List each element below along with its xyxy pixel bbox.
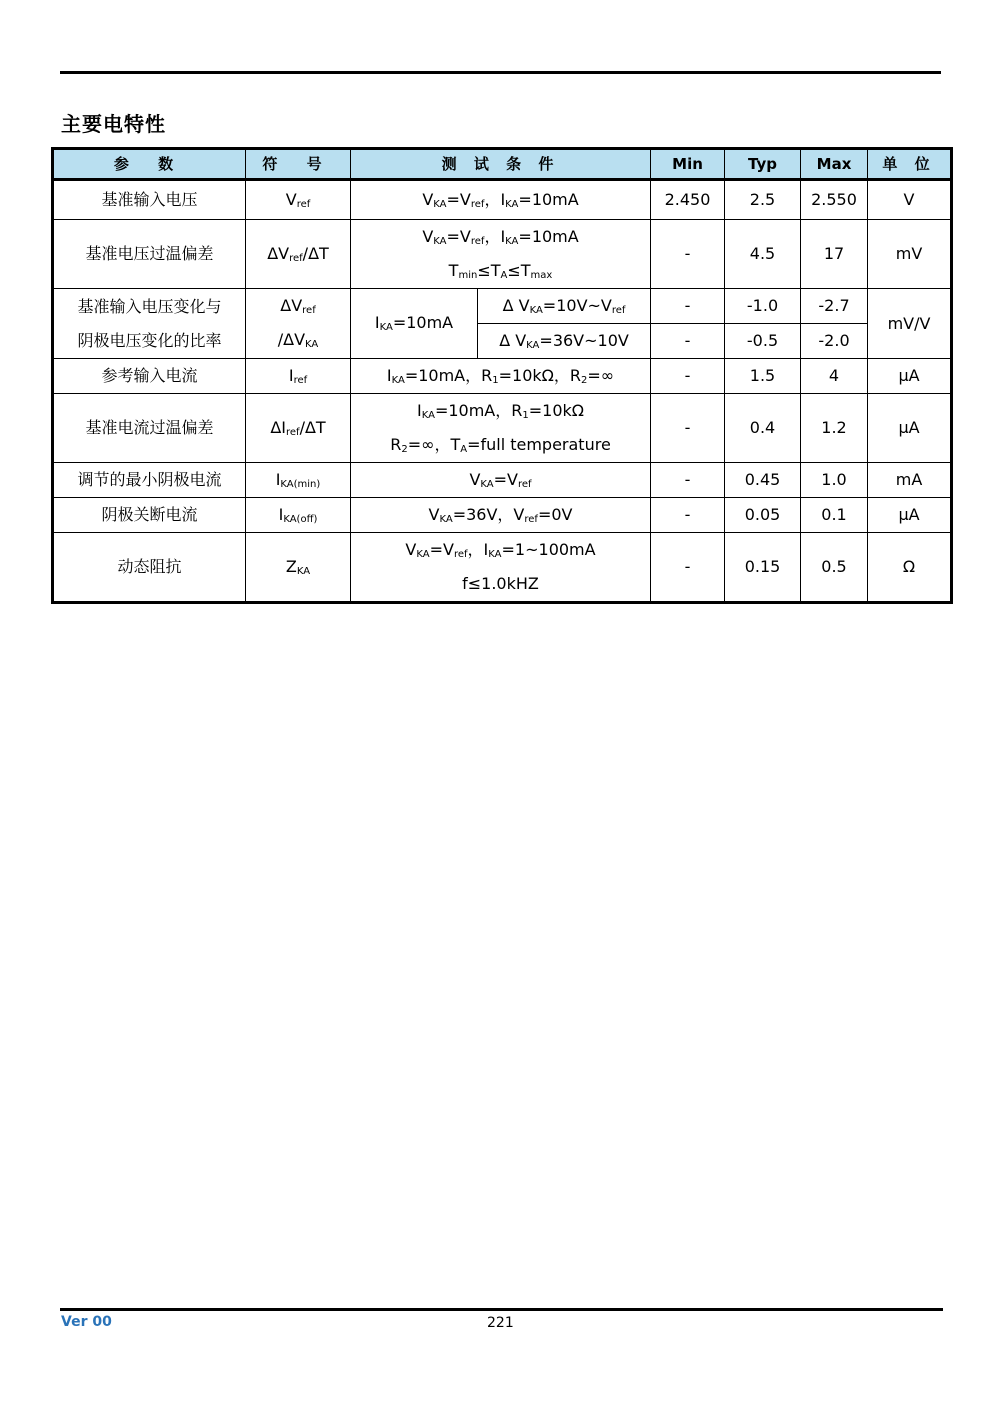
unit-cell: Ω	[868, 533, 952, 603]
unit-cell: mV/V	[868, 289, 952, 359]
symbol-cell: $I_{KA(min)}$	[246, 463, 351, 498]
typ-cell: -1.0	[725, 289, 801, 324]
table-row	[53, 463, 952, 498]
max-cell: -2.0	[801, 324, 868, 359]
condition-line-1: $V_{KA}=V_{ref}$，$I_{KA}=1\sim 100mA$	[405, 540, 596, 561]
max-cell: 17	[801, 220, 868, 289]
min-cell: -	[651, 533, 725, 603]
param-cell: 基准电压过温偏差	[53, 220, 246, 289]
electrical-characteristics-table	[51, 147, 953, 604]
min-cell: -	[651, 289, 725, 324]
unit-cell: mA	[868, 463, 952, 498]
footer-version: Ver 00	[61, 1314, 112, 1330]
param-cell: 基准电流过温偏差	[53, 394, 246, 463]
typ-cell: 0.05	[725, 498, 801, 533]
table-row	[53, 359, 952, 394]
unit-cell: μA	[868, 394, 952, 463]
max-cell: 0.1	[801, 498, 868, 533]
bottom-rule	[60, 1308, 943, 1311]
typ-cell: 4.5	[725, 220, 801, 289]
table-row	[53, 533, 952, 603]
param-cell-line-1: 基准输入电压变化与	[53, 289, 246, 324]
unit-cell: V	[868, 180, 952, 220]
max-cell: -2.7	[801, 289, 868, 324]
header-symbol: 符 号	[246, 149, 351, 180]
condition-cell: $V_{KA}=36V$，$V_{ref}=0V$	[351, 498, 651, 533]
condition-cell: $V_{KA}=V_{ref}$，$I_{KA}=10mA$	[351, 180, 651, 220]
symbol-cell-line-2: $/\Delta V_{KA}$	[246, 324, 351, 359]
typ-cell: 1.5	[725, 359, 801, 394]
symbol-cell: $V_{ref}$	[246, 180, 351, 220]
max-cell: 2.550	[801, 180, 868, 220]
param-cell: 参考输入电流	[53, 359, 246, 394]
max-cell: 1.2	[801, 394, 868, 463]
min-cell: -	[651, 463, 725, 498]
symbol-cell: $I_{KA(off)}$	[246, 498, 351, 533]
condition-cell: Δ $V_{KA}=10V\sim V_{ref}$	[478, 289, 651, 324]
symbol-cell: $\Delta V_{ref}/\Delta T$	[246, 220, 351, 289]
page-number: 221	[487, 1315, 514, 1331]
max-cell: 0.5	[801, 533, 868, 603]
header-max: Max	[801, 149, 868, 180]
table-row	[53, 180, 952, 220]
typ-cell: -0.5	[725, 324, 801, 359]
condition-cell-shared: $I_{KA}=10mA$	[351, 289, 478, 359]
condition-line-2: f≤1.0kHZ	[462, 574, 539, 594]
min-cell: -	[651, 359, 725, 394]
min-cell: -	[651, 324, 725, 359]
condition-cell	[351, 394, 651, 463]
table-row	[53, 220, 952, 289]
condition-line-2: $R_2=\infty$，$T_A=full$ temperature	[390, 434, 611, 455]
typ-cell: 2.5	[725, 180, 801, 220]
condition-cell: Δ $V_{KA}=36V\sim 10V$	[478, 324, 651, 359]
section-title: 主要电特性	[61, 112, 166, 136]
param-cell: 基准输入电压	[53, 180, 246, 220]
symbol-cell: $I_{ref}$	[246, 359, 351, 394]
param-cell: 调节的最小阴极电流	[53, 463, 246, 498]
min-cell: -	[651, 220, 725, 289]
typ-cell: 0.4	[725, 394, 801, 463]
condition-cell: $V_{KA}=V_{ref}$	[351, 463, 651, 498]
header-param: 参 数	[53, 149, 246, 180]
unit-cell: μA	[868, 498, 952, 533]
param-cell: 动态阻抗	[53, 533, 246, 603]
table-row	[53, 289, 952, 324]
table-row	[53, 324, 952, 359]
unit-cell: μA	[868, 359, 952, 394]
table-row	[53, 498, 952, 533]
symbol-cell: $\Delta I_{ref}/\Delta T$	[246, 394, 351, 463]
max-cell: 1.0	[801, 463, 868, 498]
condition-cell	[351, 533, 651, 603]
header-condition: 测 试 条 件	[351, 149, 651, 180]
typ-cell: 0.15	[725, 533, 801, 603]
condition-cell	[351, 220, 651, 289]
condition-cell: $I_{KA}=10mA$，$R_1=10k\Omega$，$R_2=\infty$	[351, 359, 651, 394]
table-header-row	[53, 149, 952, 180]
symbol-cell-line-1: $\Delta V_{ref}$	[246, 289, 351, 324]
typ-cell: 0.45	[725, 463, 801, 498]
table-row	[53, 394, 952, 463]
header-typ: Typ	[725, 149, 801, 180]
header-min: Min	[651, 149, 725, 180]
max-cell: 4	[801, 359, 868, 394]
min-cell: 2.450	[651, 180, 725, 220]
min-cell: -	[651, 394, 725, 463]
header-unit: 单 位	[868, 149, 952, 180]
param-cell-line-2: 阴极电压变化的比率	[53, 324, 246, 359]
unit-cell: mV	[868, 220, 952, 289]
condition-line-2: $T_{min}\le T_A\le T_{max}$	[448, 260, 553, 281]
top-rule	[60, 71, 941, 74]
param-cell: 阴极关断电流	[53, 498, 246, 533]
min-cell: -	[651, 498, 725, 533]
condition-line-1: $I_{KA}=10mA$，$R_1=10k\Omega$	[417, 400, 585, 421]
condition-line-1: $V_{KA}=V_{ref}$，$I_{KA}=10mA$	[422, 226, 579, 247]
symbol-cell: $Z_{KA}$	[246, 533, 351, 603]
